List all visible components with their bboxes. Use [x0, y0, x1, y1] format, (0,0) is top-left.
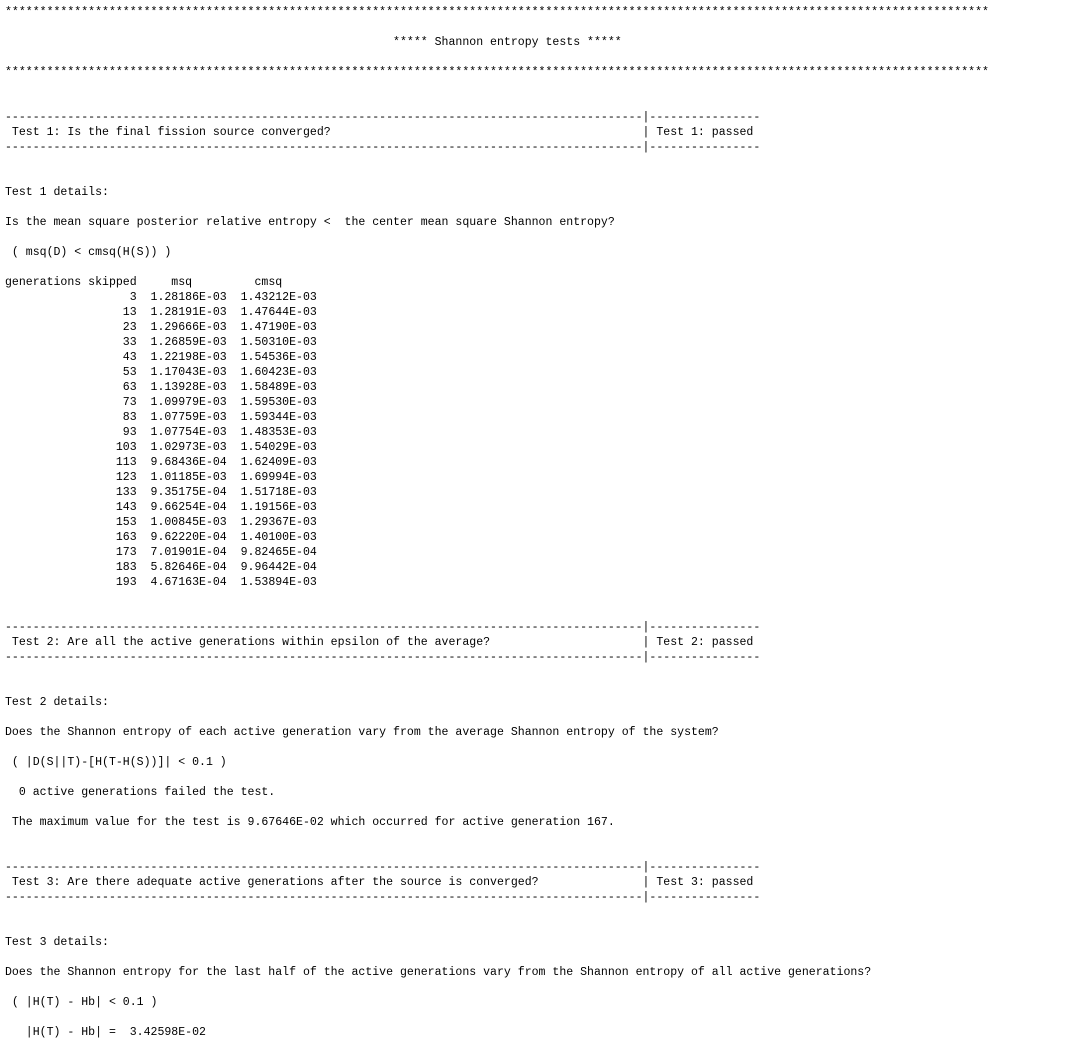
- table-row: [5, 545, 1078, 560]
- table-cell: 9.96442E-04: [226, 561, 317, 574]
- blank-line: [5, 170, 1078, 185]
- table-cell: 9.68436E-04: [136, 456, 227, 469]
- blank-line: [5, 800, 1078, 815]
- test-header-rule-bottom: --------------------------------------------------------------------------------------------|----------------: [5, 891, 761, 904]
- table-cell: 4.67163E-04: [136, 576, 227, 589]
- table-cell: 183: [5, 561, 137, 574]
- table-cell: 9.66254E-04: [136, 501, 227, 514]
- test-header-rule-bottom: --------------------------------------------------------------------------------------------|----------------: [5, 651, 761, 664]
- table-header: [5, 275, 1078, 290]
- table-cell: 1.28191E-03: [136, 306, 227, 319]
- test-header-rule-top: --------------------------------------------------------------------------------------------|----------------: [5, 111, 761, 124]
- blank-line: [5, 665, 1078, 680]
- blank-line: [5, 230, 1078, 245]
- table-cell: 1.29666E-03: [136, 321, 227, 334]
- table-cell: 1.26859E-03: [136, 336, 227, 349]
- table-row: [5, 335, 1078, 350]
- report-title: ***** Shannon entropy tests *****: [5, 36, 622, 49]
- table-row: [5, 290, 1078, 305]
- table-row: [5, 440, 1078, 455]
- table-row: [5, 500, 1078, 515]
- blank-line: [5, 200, 1078, 215]
- blank-line: [5, 830, 1078, 845]
- table-cell: 33: [5, 336, 137, 349]
- table-cell: 1.60423E-03: [226, 366, 317, 379]
- table-cell: 1.51718E-03: [226, 486, 317, 499]
- test-header-rule-top: --------------------------------------------------------------------------------------------|----------------: [5, 621, 761, 634]
- table-cell: 123: [5, 471, 137, 484]
- table-row: [5, 395, 1078, 410]
- table-cell: 93: [5, 426, 137, 439]
- test-criterion: ( msq(D) < cmsq(H(S)) ): [5, 246, 172, 259]
- table-row: [5, 455, 1078, 470]
- details-heading: Test 1 details:: [5, 186, 109, 199]
- blank-line: [5, 590, 1078, 605]
- table-cell: 143: [5, 501, 137, 514]
- test-question: Test 3: Are there adequate active generations after the source is converged? |: [5, 876, 650, 889]
- test-description: Is the mean square posterior relative entropy < the center mean square Shannon entropy?: [5, 216, 615, 229]
- blank-line: [5, 260, 1078, 275]
- table-cell: 1.29367E-03: [226, 516, 317, 529]
- blank-line: [5, 770, 1078, 785]
- test-question: Test 1: Is the final fission source converged? |: [5, 126, 650, 139]
- table-column-header: generations skipped: [5, 276, 137, 289]
- banner-rule-top: **********************************************************************************************************************************************: [5, 6, 989, 19]
- table-cell: 1.54536E-03: [226, 351, 317, 364]
- blank-line: [5, 50, 1078, 65]
- table-row: [5, 425, 1078, 440]
- blank-line: [5, 845, 1078, 860]
- table-cell: 113: [5, 456, 137, 469]
- banner-rule-bottom: **********************************************************************************************************************************************: [5, 66, 989, 79]
- table-cell: 43: [5, 351, 137, 364]
- table-row: [5, 305, 1078, 320]
- blank-line: [5, 20, 1078, 35]
- table-row: [5, 410, 1078, 425]
- table-row: [5, 380, 1078, 395]
- table-cell: 1.13928E-03: [136, 381, 227, 394]
- table-cell: 63: [5, 381, 137, 394]
- table-cell: 1.19156E-03: [226, 501, 317, 514]
- test-header-row: [5, 875, 1078, 890]
- blank-line: [5, 155, 1078, 170]
- table-row: [5, 530, 1078, 545]
- test-result: Test 2: passed: [649, 636, 754, 649]
- table-cell: 1.47190E-03: [226, 321, 317, 334]
- blank-line: [5, 95, 1078, 110]
- test-header-row: [5, 635, 1078, 650]
- test-criterion: ( |D(S||T)-[H(T-H(S))]| < 0.1 ): [5, 756, 227, 769]
- table-row: [5, 320, 1078, 335]
- failed-count: 0 active generations failed the test.: [5, 786, 276, 799]
- test-question: Test 2: Are all the active generations within epsilon of the average? |: [5, 636, 650, 649]
- table-cell: 1.58489E-03: [226, 381, 317, 394]
- table-cell: 1.54029E-03: [226, 441, 317, 454]
- table-cell: 1.07754E-03: [136, 426, 227, 439]
- table-cell: 103: [5, 441, 137, 454]
- table-cell: 193: [5, 576, 137, 589]
- table-cell: 73: [5, 396, 137, 409]
- table-cell: 1.40100E-03: [226, 531, 317, 544]
- table-row: [5, 350, 1078, 365]
- table-row: [5, 575, 1078, 590]
- table-cell: 1.59530E-03: [226, 396, 317, 409]
- table-column-header: msq: [136, 276, 193, 289]
- table-cell: 1.47644E-03: [226, 306, 317, 319]
- table-cell: 1.69994E-03: [226, 471, 317, 484]
- test-header-row: [5, 125, 1078, 140]
- blank-line: [5, 680, 1078, 695]
- result-line: |H(T) - Hb| = 3.42598E-02: [5, 1026, 206, 1039]
- table-cell: 1.00845E-03: [136, 516, 227, 529]
- table-cell: 1.28186E-03: [136, 291, 227, 304]
- table-cell: 163: [5, 531, 137, 544]
- table-cell: 1.17043E-03: [136, 366, 227, 379]
- table-cell: 53: [5, 366, 137, 379]
- table-cell: 9.82465E-04: [226, 546, 317, 559]
- details-heading: Test 3 details:: [5, 936, 109, 949]
- table-row: [5, 560, 1078, 575]
- table-cell: 173: [5, 546, 137, 559]
- table-cell: 5.82646E-04: [136, 561, 227, 574]
- table-row: [5, 485, 1078, 500]
- table-cell: 133: [5, 486, 137, 499]
- table-cell: 7.01901E-04: [136, 546, 227, 559]
- table-column-header: cmsq: [192, 276, 283, 289]
- blank-line: [5, 1010, 1078, 1025]
- table-row: [5, 470, 1078, 485]
- table-cell: 9.35175E-04: [136, 486, 227, 499]
- blank-line: [5, 710, 1078, 725]
- table-cell: 1.53894E-03: [226, 576, 317, 589]
- test-criterion: ( |H(T) - Hb| < 0.1 ): [5, 996, 158, 1009]
- table-cell: 1.62409E-03: [226, 456, 317, 469]
- blank-line: [5, 905, 1078, 920]
- test-header-rule-top: --------------------------------------------------------------------------------------------|----------------: [5, 861, 761, 874]
- table-cell: 1.50310E-03: [226, 336, 317, 349]
- test-result: Test 3: passed: [649, 876, 754, 889]
- blank-line: [5, 980, 1078, 995]
- blank-line: [5, 80, 1078, 95]
- table-cell: 1.48353E-03: [226, 426, 317, 439]
- table-cell: 1.01185E-03: [136, 471, 227, 484]
- details-heading: Test 2 details:: [5, 696, 109, 709]
- blank-line: [5, 950, 1078, 965]
- table-cell: 9.62220E-04: [136, 531, 227, 544]
- blank-line: [5, 605, 1078, 620]
- test-description: Does the Shannon entropy for the last half of the active generations vary from the Shannon entropy of all active generations?: [5, 966, 872, 979]
- table-cell: 23: [5, 321, 137, 334]
- table-cell: 1.59344E-03: [226, 411, 317, 424]
- table-row: [5, 515, 1078, 530]
- blank-line: [5, 920, 1078, 935]
- test-header-rule-bottom: --------------------------------------------------------------------------------------------|----------------: [5, 141, 761, 154]
- table-cell: 1.09979E-03: [136, 396, 227, 409]
- table-cell: 3: [5, 291, 137, 304]
- test-result: Test 1: passed: [649, 126, 754, 139]
- table-cell: 153: [5, 516, 137, 529]
- table-cell: 1.07759E-03: [136, 411, 227, 424]
- blank-line: [5, 740, 1078, 755]
- table-cell: 1.43212E-03: [226, 291, 317, 304]
- table-row: [5, 365, 1078, 380]
- table-cell: 83: [5, 411, 137, 424]
- table-cell: 1.02973E-03: [136, 441, 227, 454]
- max-value: The maximum value for the test is 9.67646E-02 which occurred for active generation 167.: [5, 816, 615, 829]
- table-cell: 1.22198E-03: [136, 351, 227, 364]
- test-description: Does the Shannon entropy of each active generation vary from the average Shannon entropy of the system?: [5, 726, 719, 739]
- table-cell: 13: [5, 306, 137, 319]
